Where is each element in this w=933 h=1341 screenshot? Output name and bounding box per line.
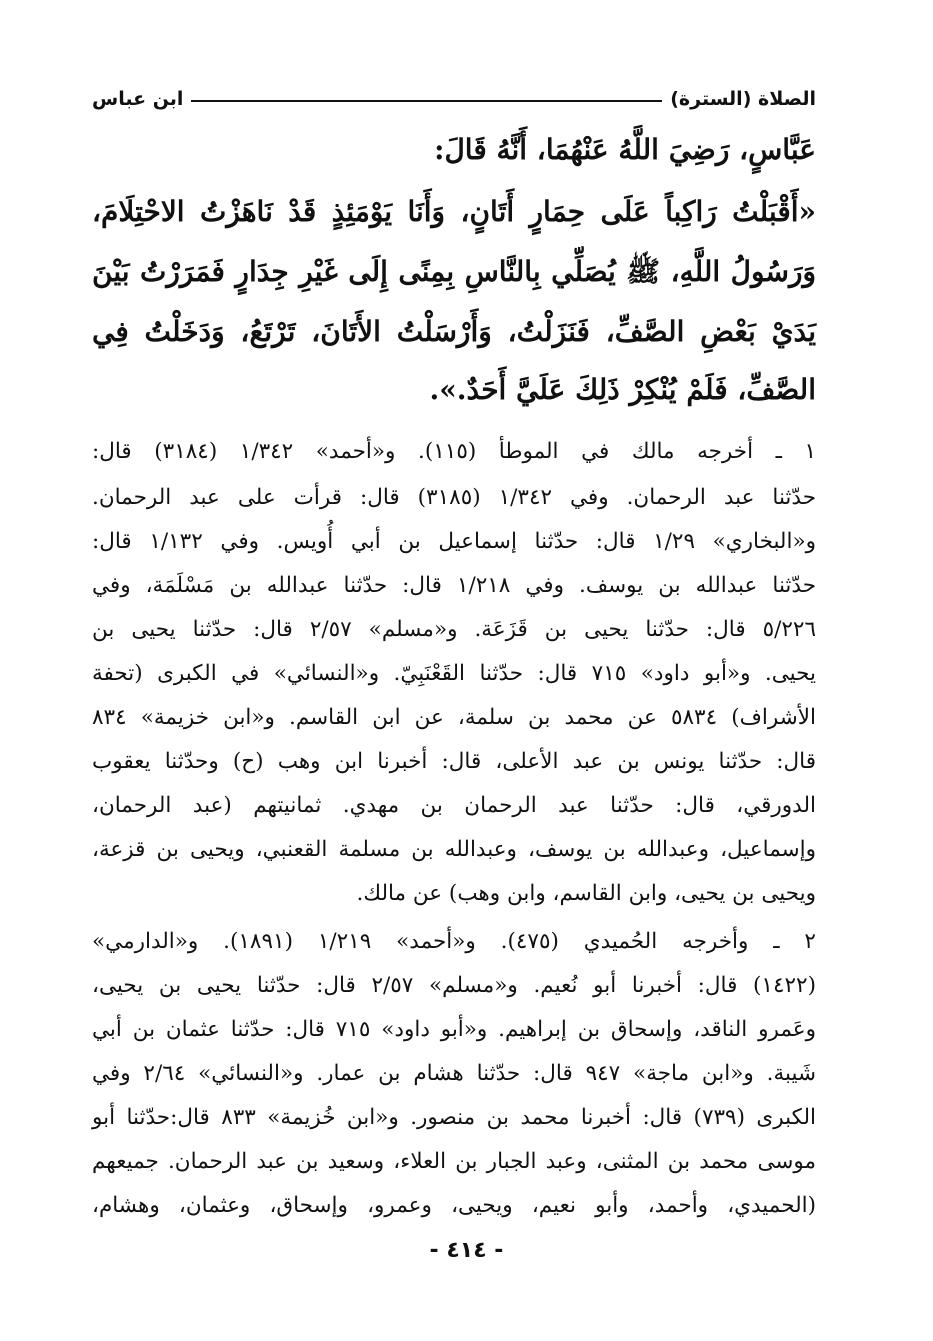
note-line: حدّثنا عبدالله بن يوسف. وفي ١/٢١٨ قال: حدّثنا عبدالله بن مَسْلَمَة، وفي [92,573,816,598]
header-rule [191,100,662,102]
note-line: الدورقي، قال: حدّثنا عبد الرحمان بن مهدي. ثمانيتهم (عبد الرحمان، [92,793,816,818]
note-line: الكبرى (٧٣٩) قال: أخبرنا محمد بن منصور. و«ابن خُزيمة» ٨٣٣ قال:حدّثنا أبو [92,1105,816,1130]
hadith-line: وَرَسُولُ اللَّهِ، ﷺ يُصَلِّي بِالنَّاسِ بِمِنًى إِلَى غَيْرِ جِدَارٍ فَمَرَرْتُ بَيْنَ [92,255,816,288]
note-line: ٢ ـ وأخرجه الحُميدي (٤٧٥). و«أحمد» ١/٢١٩ (١٨٩١). و«الدارمي» [92,929,816,954]
note-line: الأشراف) ٥٨٣٤ عن محمد بن سلمة، عن ابن القاسم. و«ابن خزيمة» ٨٣٤ [92,705,816,730]
note-line: يحيى. و«أبو داود» ٧١٥ قال: حدّثنا القَعْنَبِيّ. و«النسائي» في الكبرى (تحفة [92,661,816,686]
note-line: قال: حدّثنا يونس بن عبد الأعلى، قال: أخبرنا ابن وهب (ح) وحدّثنا يعقوب [92,749,816,774]
note-line: وعَمرو الناقد، وإسحاق بن إبراهيم. و«أبو داود» ٧١٥ قال: حدّثنا عثمان بن أبي [92,1017,816,1042]
hadith-line: يَدَيْ بَعْضِ الصَّفِّ، فَنَزَلْتُ، وَأَرْسَلْتُ الأَتَانَ، تَرْتَعُ، وَدَخَلْتُ فِي [92,315,816,348]
hadith-line: الصَّفِّ، فَلَمْ يُنْكِرْ ذَلِكَ عَلَيَّ أَحَدٌ.». [429,373,816,406]
note-line: شَيبة. و«ابن ماجة» ٩٤٧ قال: حدّثنا هشام بن عمار. و«النسائي» ٢/٦٤ وفي [92,1061,816,1086]
note-line: (الحميدي، وأحمد، وأبو نعيم، ويحيى، وعمرو، وإسحاق، وعثمان، وهشام، [92,1193,816,1218]
note-line: ٥/٢٢٦ قال: حدّثنا يحيى بن قَزَعَة. و«مسلم» ٢/٥٧ قال: حدّثنا يحيى بن [92,617,817,642]
note-line: و«البخاري» ١/٢٩ قال: حدّثنا إسماعيل بن أبي أُويس. وفي ١/١٣٢ قال: [92,529,816,554]
note-line: وإسماعيل، وعبدالله بن يوسف، وعبدالله بن مسلمة القعنبي، ويحيى بن قزعة، [92,837,816,862]
hadith-line: عَبَّاسٍ، رَضِيَ اللَّهُ عَنْهُمَا، أَنَّهُ قَالَ: [434,133,816,166]
note-line: ويحيى بن يحيى، وابن القاسم، وابن وهب) عن مالك. [356,881,816,906]
note-line: موسى محمد بن المثنى، وعبد الجبار بن العلاء، وسعيد بن عبد الرحمان. جميعهم [92,1149,816,1174]
page-number: - ٤١٤ - [429,1238,504,1263]
header-section-title: الصلاة (السترة) [670,88,816,110]
note-line: ١ ـ أخرجه مالك في الموطأ (١١٥). و«أحمد» ١/٣٤٢ (٣١٨٤) قال: [92,439,817,464]
note-line: (١٤٢٢) قال: أخبرنا أبو نُعيم. و«مسلم» ٢/٥٧ قال: حدّثنا يحيى بن يحيى، [92,973,816,998]
hadith-line: «أَقْبَلْتُ رَاكِباً عَلَى حِمَارٍ أَتَانٍ، وَأَنَا يَوْمَئِذٍ قَدْ نَاهَزْتُ الاحْتِلَامَ، [92,195,816,228]
running-header [92,80,816,110]
note-line: حدّثنا عبد الرحمان. وفي ١/٣٤٢ (٣١٨٥) قال: قرأت على عبد الرحمان. [92,485,816,510]
header-narrator: ابن عباس [92,88,184,110]
